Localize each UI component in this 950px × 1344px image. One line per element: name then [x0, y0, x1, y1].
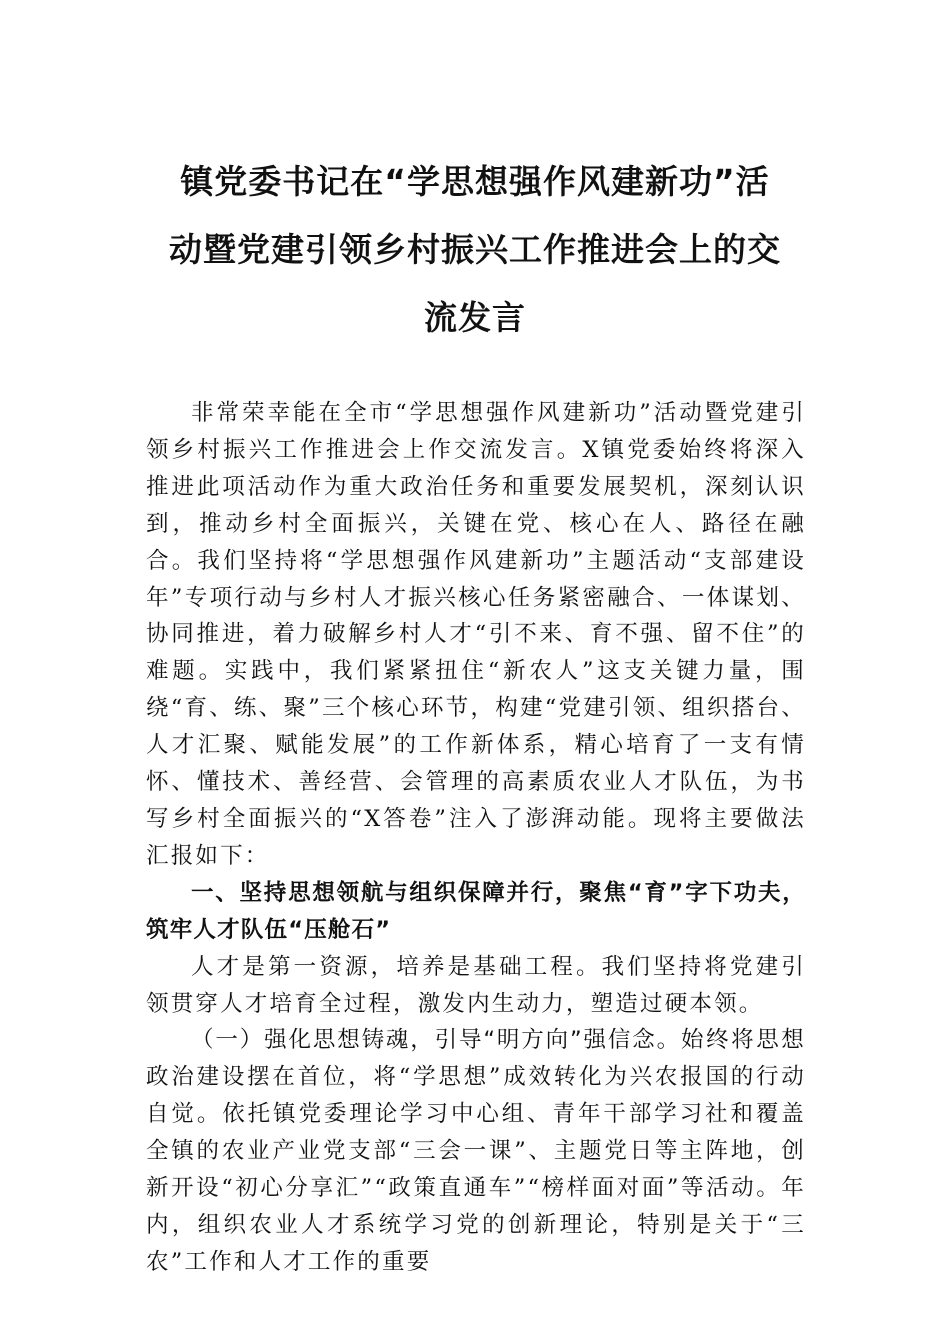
document-body — [146, 395, 806, 1281]
title-line-3: 流发言 — [424, 298, 526, 337]
title-line-2: 动暨党建引领乡村振兴工作推进会上的交 — [169, 230, 781, 269]
title-line-1: 镇党委书记在“学思想强作风建新功”活 — [180, 162, 770, 201]
subsection-1-paragraph — [146, 1022, 806, 1280]
section-1-intro-paragraph: 人才是第一资源，培养是基础工程。我们坚持将党建引领贯穿人才培育全过程，激发内生动力，塑造过硬本领。 — [146, 953, 806, 1017]
intro-paragraph: 非常荣幸能在全市“学思想强作风建新功”活动暨党建引领乡村振兴工作推进会上作交流发言。X镇党委始终将深入推进此项活动作为重大政治任务和重要发展契机，深刻认识到，推动乡村全面振兴，关键在党、核心在人、路径在融合。我们坚持将“学思想强作风建新功”主题活动“支部建设年”专项行动与乡村人才振兴核心任务紧密融合、一体谋划、协同推进，着力破解乡村人才“引不来、育不强、留不住”的难题。实践中，我们紧紧扭住“新农人”这支关键力量，围绕“育、练、聚”三个核心环节，构建“党建引领、组织搭台、人才汇聚、赋能发展”的工作新体系，精心培育了一支有情怀、懂技术、善经营、会管理的高素质农业人才队伍，为书写乡村全面振兴的“X答卷”注入了澎湃动能。现将主要做法汇报如下： — [146, 400, 806, 869]
section-heading-1: 一、坚持思想领航与组织保障并行，聚焦“育”字下功夫，筑牢人才队伍“压舱石” — [146, 879, 806, 943]
subsection-1-text: 始终将思想政治建设摆在首位，将“学思想”成效转化为兴农报国的行动自觉。依托镇党委理论学习中心组、青年干部学习社和覆盖全镇的农业产业党支部“三会一课”、主题党日等主阵地，创新开设“初心分享汇”“政策直通车”“榜样面对面”等活动。年内，组织农业人才系统学习党的创新理论，特别是关于“三农”工作和人才工作的重要 — [146, 1027, 806, 1275]
document-title — [150, 148, 800, 352]
subsection-1-title: （一）强化思想铸魂，引导“明方向”强信念。 — [191, 1027, 682, 1054]
